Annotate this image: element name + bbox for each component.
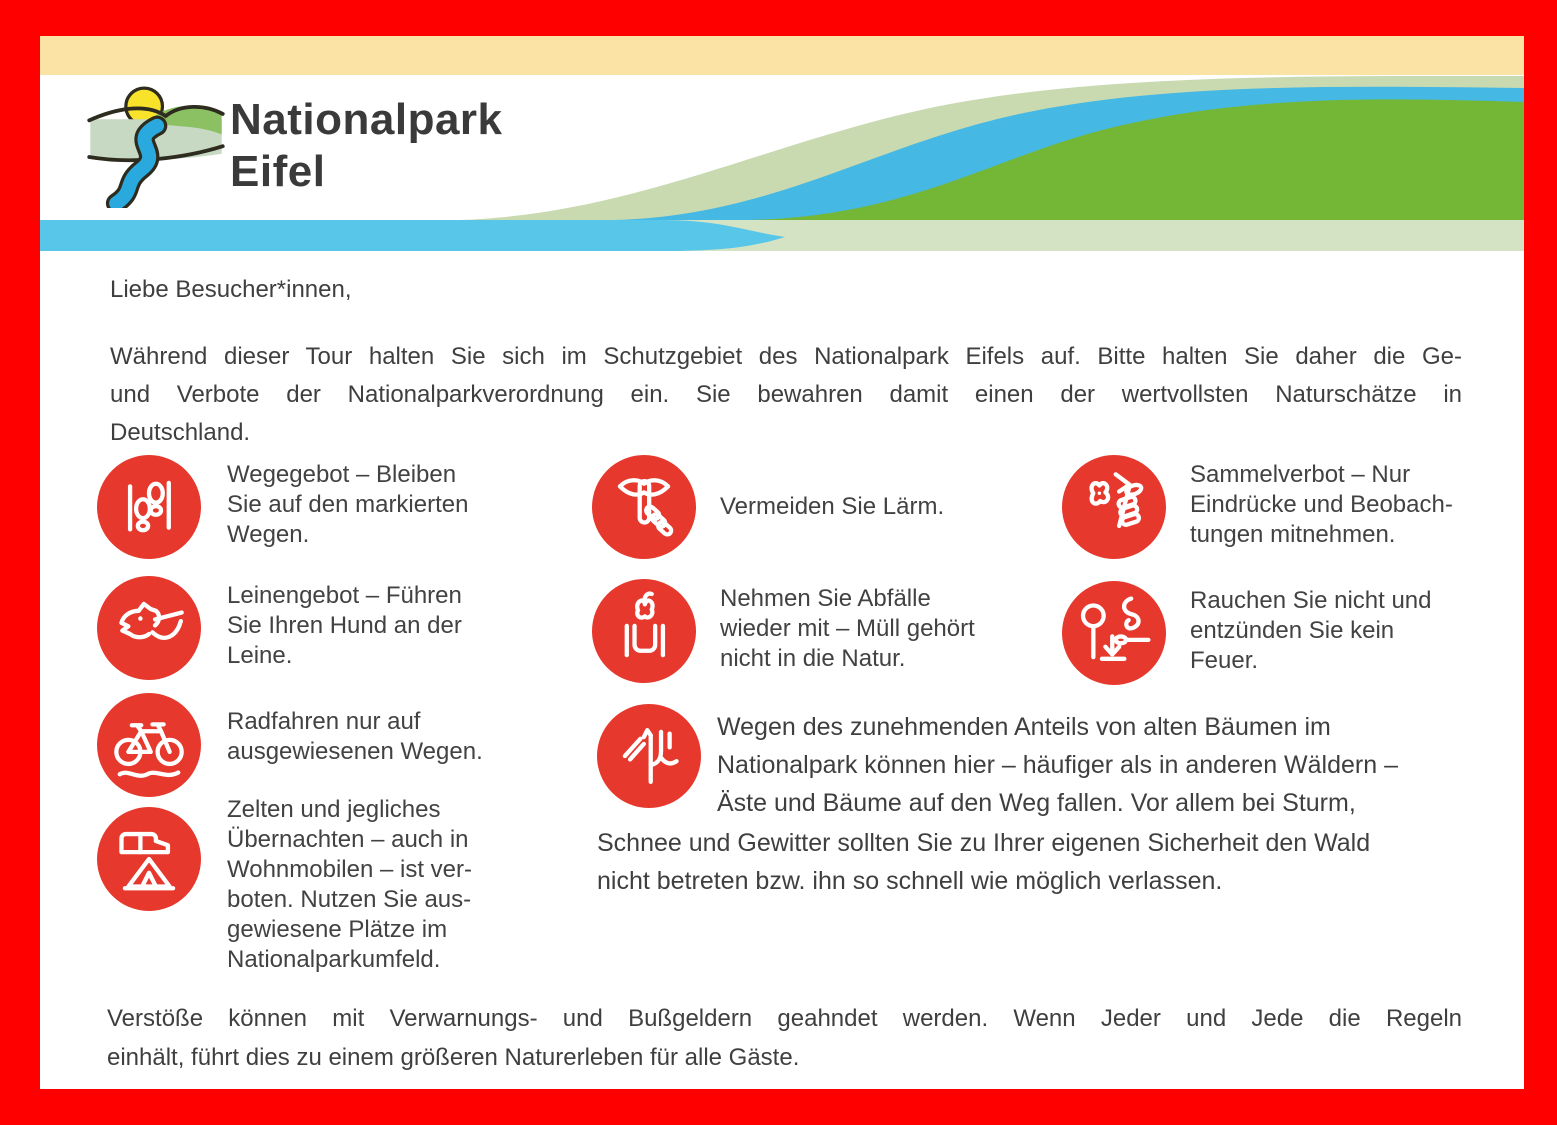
rule-wegegebot [97,455,527,559]
rule-feuer [1062,581,1520,685]
nationalpark-eifel-logo [86,78,226,208]
tree-warning-text-full: Schnee und Gewitter sollten Sie zu Ihrer eigenen Sicherheit den Wald nicht betreten bzw. ihn so schnell wie möglich verlassen. [597,829,1371,895]
rule-feuer-text: Rauchen Sie nicht und entzünden Sie kein Feuer. [1190,587,1432,674]
rule-sammelverbot [1062,455,1520,559]
rule-abfaelle-text: Nehmen Sie Abfälle wieder mit – Müll gehört nicht in die Natur. [720,585,975,672]
intro-paragraph: Während dieser Tour halten Sie sich im Schutzgebiet des Nationalpark Eifels auf. Bitte halten Sie daher die Ge- und Verbote der Nationalparkverordnung ein. Sie bewahren damit einen der wertvollsten Naturschätze in Deutschland. [110,343,1462,446]
dog-on-leash-icon [97,576,201,680]
logo-wordmark-line2: Eifel [230,147,326,196]
rule-radfahren-text: Radfahren nur auf ausgewiesenen Wegen. [227,708,483,765]
logo-wordmark [230,94,503,198]
rule-leinengebot-text: Leinengebot – Führen Sie Ihren Hund an der Leine. [227,582,462,669]
footprints-on-path-icon [97,455,201,559]
quiet-shh-icon [592,455,696,559]
rule-abfaelle [592,579,1040,683]
rule-zelten-text: Zelten und jegliches Übernachten – auch in Wohnmobilen – ist ver- boten. Nutzen Sie aus- gewiesene Plätze im Nationalparkumfeld. [227,796,472,973]
rule-leinengebot [97,576,527,680]
header-banner [40,36,1524,255]
camper-tent-icon [97,807,201,911]
no-smoking-fire-icon [1062,581,1166,685]
rule-zelten [97,795,537,975]
rule-laerm [592,455,1040,559]
tree-warning-block [597,700,1477,900]
falling-branch-icon [597,704,701,808]
rule-laerm-text: Vermeiden Sie Lärm. [720,493,945,520]
no-picking-flower-icon [1062,455,1166,559]
greeting-text: Liebe Besucher*innen, [110,276,352,303]
rule-sammelverbot-text: Sammelverbot – Nur Eindrücke und Beobach- tungen mitnehmen. [1190,461,1453,548]
bicycle-icon [97,693,201,797]
flyer-content [40,36,1524,1089]
tree-warning-text-indented: Wegen des zunehmenden Anteils von alten Bäumen im Nationalpark können hier – häufiger als in anderen Wäldern – Äste und Bäume auf den Weg fallen. Vor allem bei Sturm, [717,713,1398,817]
outro-paragraph: Verstöße können mit Verwarnungs- und Bußgeldern geahndet werden. Wenn Jeder und Jede die Regeln einhält, führt dies zu einem größeren Naturerleben für alle Gäste. [107,1005,1462,1071]
rule-radfahren [97,693,537,797]
rule-wegegebot-text: Wegegebot – Bleiben Sie auf den markierten Wegen. [227,461,469,548]
litter-bin-icon [592,579,696,683]
logo-wordmark-line1: Nationalpark [230,95,503,144]
